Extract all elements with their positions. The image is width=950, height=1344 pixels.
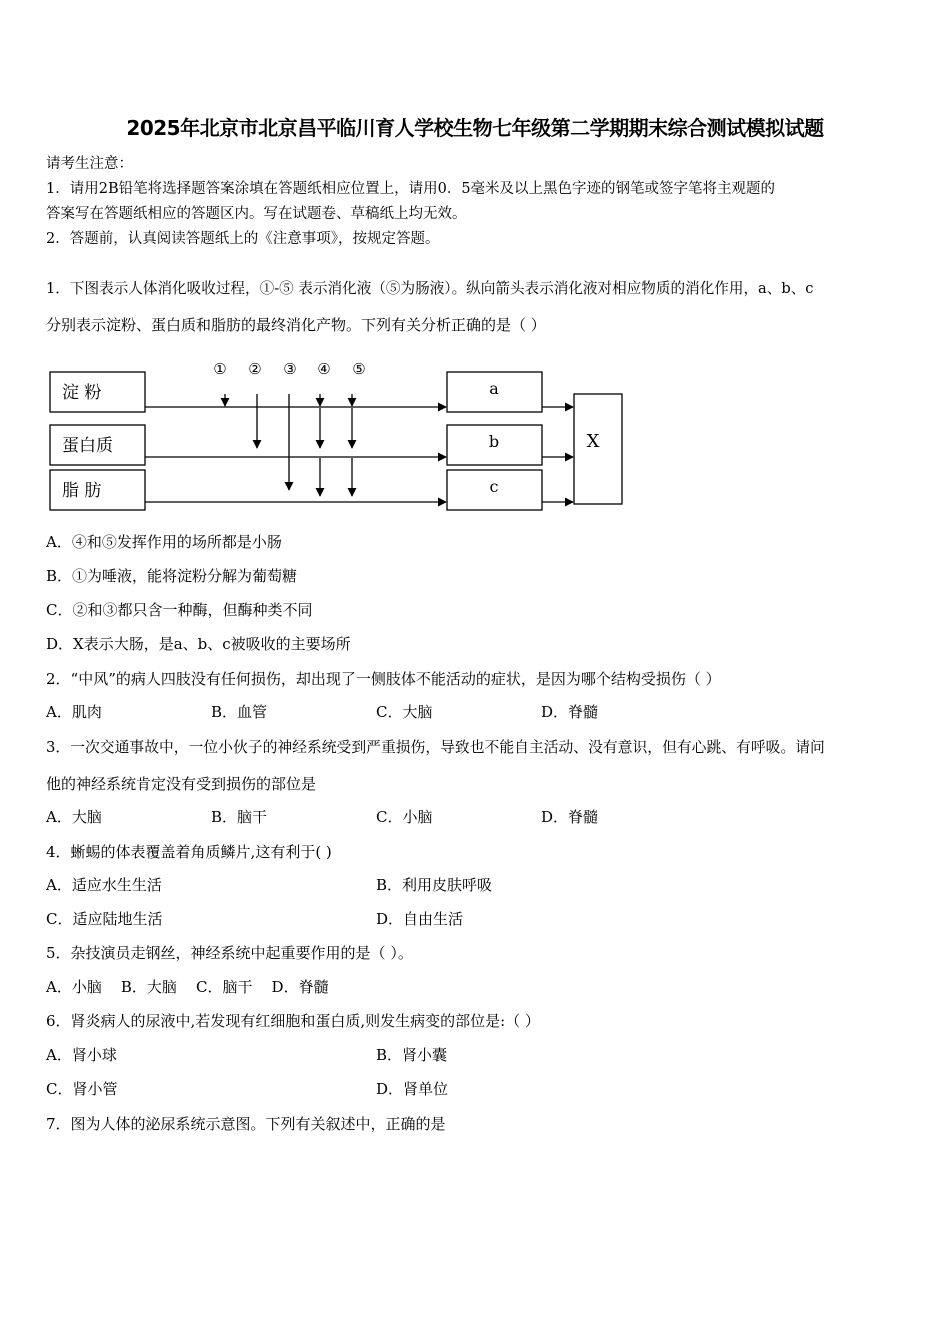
q4-option-c: C．适应陆地生活 — [46, 910, 163, 928]
q2-option-c: C．大脑 — [376, 703, 433, 721]
notice-line-1: 1．请用2B铅笔将选择题答案涂填在答题纸相应位置上，请用0．5毫米及以上黑色字迹的钢笔或签字笔将主观题的 — [46, 181, 776, 197]
target-label-x: X — [586, 431, 600, 452]
q4-stem: 4．蜥蜴的体表覆盖着角质鳞片,这有利于( ) — [46, 843, 332, 861]
q5-stem: 5．杂技演员走钢丝，神经系统中起重要作用的是（ ）。 — [46, 944, 413, 962]
q6-option-a: A．肾小球 — [46, 1046, 117, 1064]
q3-option-b: B．脑干 — [211, 808, 268, 826]
fat-label: 脂 肪 — [62, 481, 102, 501]
product-label-a: a — [489, 379, 499, 398]
juice-label-3: ③ — [283, 360, 297, 378]
protein-label: 蛋白质 — [62, 436, 113, 456]
q7-stem: 7．图为人体的泌尿系统示意图。下列有关叙述中，正确的是 — [46, 1115, 446, 1133]
starch-label: 淀 粉 — [62, 383, 102, 403]
notice-line-1b: 答案写在答题纸相应的答题区内。写在试题卷、草稿纸上均无效。 — [46, 206, 467, 222]
product-label-c: c — [489, 477, 499, 496]
digestion-diagram — [40, 352, 640, 517]
q4-option-b: B．利用皮肤呼吸 — [376, 876, 493, 894]
q6-option-b: B．肾小囊 — [376, 1046, 448, 1064]
q3-option-a: A．大脑 — [46, 808, 102, 826]
juice-label-1: ① — [213, 360, 227, 378]
product-label-b: b — [488, 432, 500, 451]
q2-option-a: A．肌肉 — [46, 703, 102, 721]
q6-stem: 6．肾炎病人的尿液中,若发现有红细胞和蛋白质,则发生病变的部位是:（ ） — [46, 1012, 540, 1030]
notice-heading: 请考生注意： — [46, 156, 133, 172]
q4-option-d: D．自由生活 — [376, 910, 464, 928]
q2-option-b: B．血管 — [211, 703, 268, 721]
q6-option-d: D．肾单位 — [376, 1080, 449, 1098]
q4-option-a: A．适应水生生活 — [46, 876, 162, 894]
q1-stem-1: 1．下图表示人体消化吸收过程，①-⑤ 表示消化液（⑤为肠液）。纵向箭头表示消化液对相应物质的消化作用，a、b、c — [46, 280, 814, 297]
q3-stem-1: 3．一次交通事故中，一位小伙子的神经系统受到严重损伤，导致也不能自主活动、没有意识，但有心跳、有呼吸。请问 — [46, 739, 825, 756]
q2-stem: 2．“中风”的病人四肢没有任何损伤，却出现了一侧肢体不能活动的症状，是因为哪个结构受损伤（ ） — [46, 670, 721, 688]
page-title: 2025年北京市北京昌平临川育人学校生物七年级第二学期期末综合测试模拟试题 — [126, 116, 824, 140]
notice-line-2: 2．答题前，认真阅读答题纸上的《注意事项》，按规定答题。 — [46, 231, 440, 247]
q3-option-c: C．小脑 — [376, 808, 433, 826]
q1-option-b: B．①为唾液，能将淀粉分解为葡萄糖 — [46, 567, 298, 585]
q1-option-d: D．X表示大肠，是a、b、c被吸收的主要场所 — [46, 635, 351, 653]
q6-option-c: C．肾小管 — [46, 1080, 118, 1098]
q1-stem-2: 分别表示淀粉、蛋白质和脂肪的最终消化产物。下列有关分析正确的是（ ） — [46, 316, 546, 334]
q1-option-c: C．②和③都只含一种酶，但酶种类不同 — [46, 601, 313, 619]
juice-label-4: ④ — [317, 360, 331, 378]
q5-options: A．小脑 B．大脑 C．脑干 D．脊髓 — [46, 978, 329, 996]
q1-option-a: A．④和⑤发挥作用的场所都是小肠 — [46, 533, 282, 551]
q2-option-d: D．脊髓 — [541, 703, 599, 721]
q3-option-d: D．脊髓 — [541, 808, 599, 826]
q3-stem-2: 他的神经系统肯定没有受到损伤的部位是 — [46, 775, 317, 793]
juice-label-5: ⑤ — [352, 360, 366, 378]
juice-label-2: ② — [248, 360, 262, 378]
